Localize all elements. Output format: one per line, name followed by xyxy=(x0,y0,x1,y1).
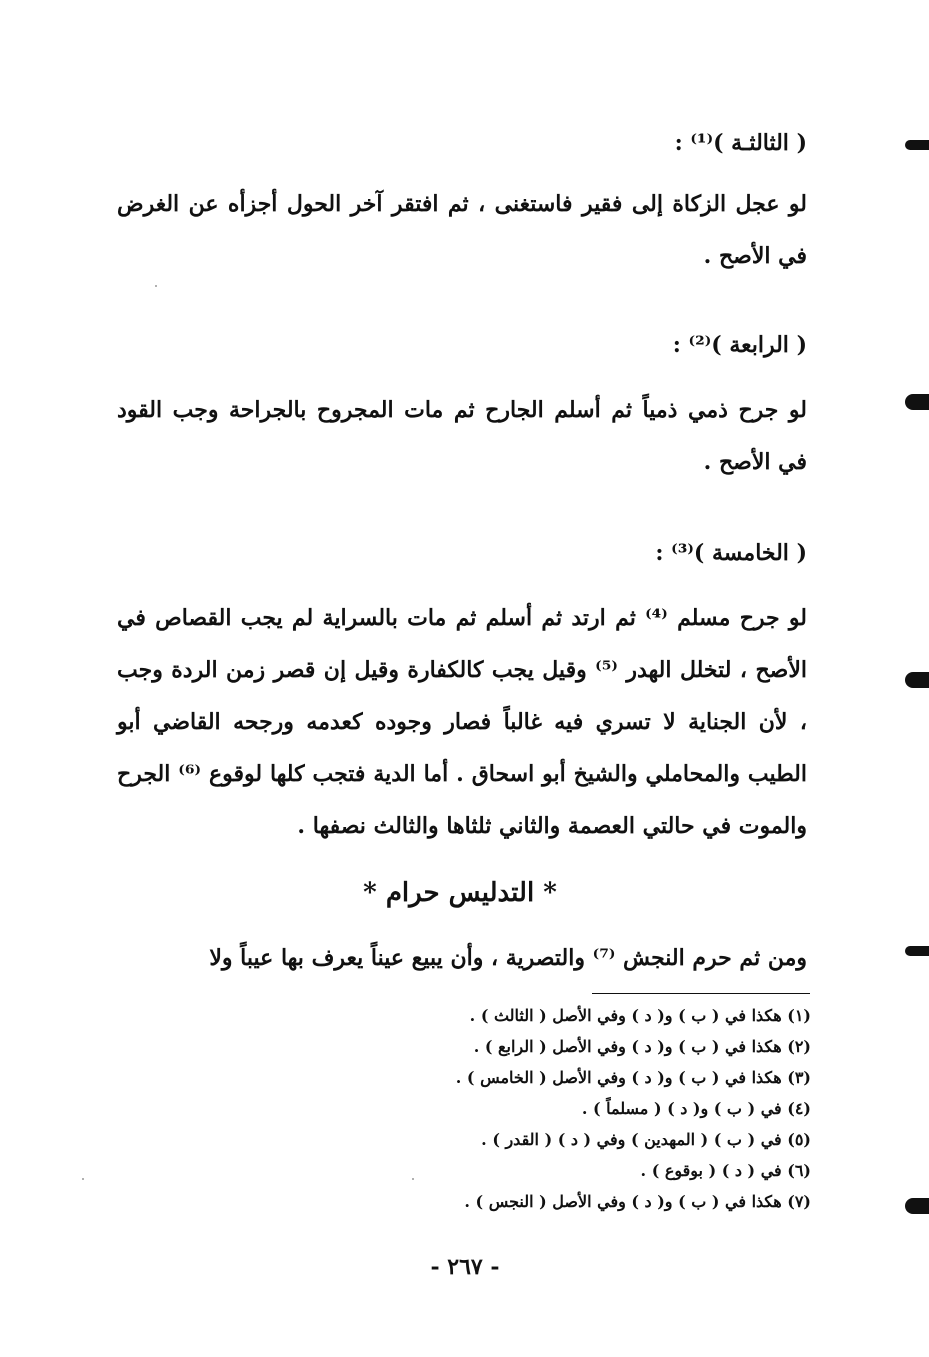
footnote-3: (٣) هكذا في ( ب ) و( د ) وفي الأصل ( الخامس ) . xyxy=(455,1068,811,1087)
section-body-third: لو عجل الزكاة إلى فقير فاستغنى ، ثم افتقر آخر الحول أجزأه عن الغرض في الأصح . xyxy=(117,191,807,269)
scan-edge-mark xyxy=(905,394,929,410)
section-heading-fifth: ( الخامسة )⁽³⁾ : xyxy=(655,540,807,566)
footnote-7: (٧) هكذا في ( ب ) و( د ) وفي الأصل ( النجس ) . xyxy=(464,1192,811,1211)
footnote-1: (١) هكذا في ( ب ) و( د ) وفي الأصل ( الثالث ) . xyxy=(469,1006,811,1025)
scan-edge-mark xyxy=(905,1198,929,1214)
scan-speck xyxy=(412,1178,414,1180)
section-title: * التدليس حرام * xyxy=(363,878,557,908)
footnote-5: (٥) في ( ب ) ( المهدين ) وفي ( د ) ( القدر ) . xyxy=(481,1130,811,1149)
footnote-2: (٢) هكذا في ( ب ) و( د ) وفي الأصل ( الرابع ) . xyxy=(473,1037,811,1056)
footnote-divider xyxy=(592,993,810,994)
footnote-4: (٤) في ( ب ) و( د ) ( مسلماً ) . xyxy=(581,1099,811,1118)
section-heading-third: ( الثالثـة )⁽¹⁾ : xyxy=(674,130,807,156)
section-heading-fourth: ( الرابعة )⁽²⁾ : xyxy=(672,332,807,358)
page-number: - ٢٦٧ - xyxy=(430,1254,500,1280)
scan-speck xyxy=(82,1178,84,1180)
footnote-6: (٦) في ( د ) ( بوقوع ) . xyxy=(640,1161,811,1180)
scan-edge-mark xyxy=(905,140,929,150)
scan-edge-mark xyxy=(905,946,929,956)
section-body-fifth: لو جرح مسلم ⁽⁴⁾ ثم ارتد ثم أسلم ثم مات بالسراية لم يجب القصاص في الأصح ، لتخلل الهدر ⁽⁵⁾ وقيل يجب كالكفارة وقيل إن قصر زمن الردة وجب ، لأن الجناية لا تسري فيه غالباً فصار وجوده كعدمه ورجحه القاضي أبو الطيب والمحاملي والشيخ أبو اسحاق . أما الدية فتجب كلها لوقوع ⁽⁶⁾ الجرح والموت في حالتي العصمة والثاني ثلثاها والثالث نصفها . xyxy=(117,605,807,839)
scan-edge-mark xyxy=(905,672,929,688)
section-body-fourth: لو جرح ذمي ذمياً ثم أسلم الجارح ثم مات المجروح بالجراحة وجب القود في الأصح . xyxy=(117,397,807,475)
footnotes xyxy=(211,1000,811,1217)
scan-speck xyxy=(155,285,157,287)
final-paragraph: ومن ثم حرم النجش ⁽⁷⁾ والتصرية ، وأن يبيع عيناً يعرف بها عيباً ولا xyxy=(209,945,807,971)
